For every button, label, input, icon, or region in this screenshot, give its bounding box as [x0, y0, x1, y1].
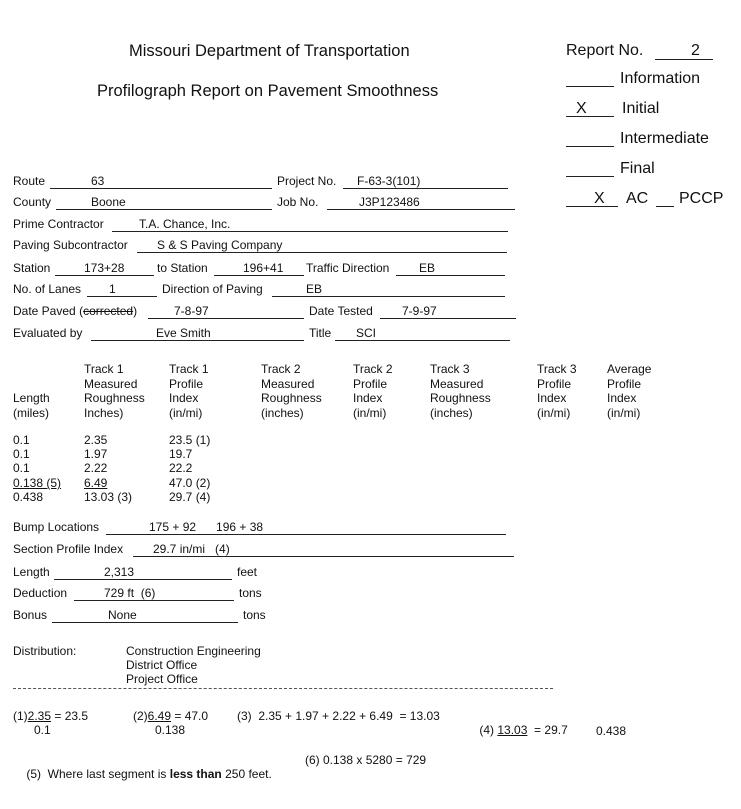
- col-header-track3-roughness: Track 3 Measured Roughness (inches): [430, 362, 491, 420]
- cell-roughness: 1.97: [84, 447, 108, 461]
- route-value: 63: [91, 174, 105, 188]
- evaluated-by-label: Evaluated by: [13, 326, 83, 340]
- date-paved-label-text: Date Paved: [13, 304, 76, 318]
- cell-length: 0.1: [13, 447, 30, 461]
- cell-index: 19.7: [169, 447, 193, 461]
- lanes-label: No. of Lanes: [13, 282, 82, 296]
- note-2-denominator: 0.138: [155, 723, 186, 737]
- ac-label: AC: [626, 190, 649, 207]
- traffic-direction-label: Traffic Direction: [306, 261, 390, 275]
- bonus-value: None: [108, 608, 137, 622]
- cell-roughness: 6.49: [84, 476, 108, 490]
- intermediate-label: Intermediate: [620, 130, 709, 147]
- to-station-value: 196+41: [243, 261, 284, 275]
- col-header-length: Length (miles): [13, 391, 50, 420]
- date-paved-value: 7-8-97: [174, 304, 209, 318]
- note-4: (4) 13.03 = 29.7: [479, 723, 568, 737]
- col-header-track1-index: Track 1 Profile Index (in/mi): [169, 362, 209, 420]
- note-5: (5) Where last segment is less than 250 feet.: [26, 767, 272, 781]
- section-profile-index-value: 29.7 in/mi (4): [153, 542, 230, 556]
- cell-roughness: 13.03 (3): [84, 490, 133, 504]
- cell-index: 47.0 (2): [169, 476, 211, 490]
- project-no-label: Project No.: [277, 174, 337, 188]
- note-3: (3) 2.35 + 1.97 + 2.22 + 6.49 = 13.03: [237, 709, 440, 723]
- cell-length: 0.1: [13, 433, 30, 447]
- department-name: Missouri Department of Transportation: [129, 42, 410, 60]
- route-label: Route: [13, 174, 46, 188]
- bump-locations-value: 175 + 92 196 + 38: [149, 520, 264, 534]
- col-header-track1-roughness: Track 1 Measured Roughness Inches): [84, 362, 145, 420]
- to-station-label: to Station: [157, 261, 208, 275]
- length-value: 2,313: [104, 565, 135, 579]
- col-header-track3-index: Track 3 Profile Index (in/mi): [537, 362, 577, 420]
- cell-length: 0.138 (5): [13, 476, 62, 490]
- cell-index: 23.5 (1): [169, 433, 211, 447]
- traffic-direction-value: EB: [419, 261, 436, 275]
- information-label: Information: [620, 70, 701, 87]
- prime-contractor-label: Prime Contractor: [13, 217, 104, 231]
- col-header-average-index: Average Profile Index (in/mi): [607, 362, 652, 420]
- cell-length: 0.1: [13, 461, 30, 475]
- distribution-item: Project Office: [126, 672, 198, 686]
- pccp-label: PCCP: [679, 190, 724, 207]
- date-tested-value: 7-9-97: [402, 304, 437, 318]
- deduction-label: Deduction: [13, 586, 68, 600]
- cell-index: 29.7 (4): [169, 490, 211, 504]
- cell-roughness: 2.35: [84, 433, 108, 447]
- paving-direction-label: Direction of Paving: [162, 282, 263, 296]
- note-6: (6) 0.138 x 5280 = 729: [305, 753, 427, 767]
- title-label: Title: [309, 326, 332, 340]
- cell-roughness: 2.22: [84, 461, 108, 475]
- note-2: (2)6.49 = 47.0: [133, 709, 209, 723]
- lanes-value: 1: [109, 282, 116, 296]
- distribution-item: Construction Engineering: [126, 644, 261, 658]
- distribution-label: Distribution:: [13, 644, 77, 658]
- date-paved-struck-text: (corrected): [79, 304, 138, 318]
- initial-label: Initial: [622, 100, 660, 117]
- bonus-unit: tons: [243, 608, 266, 622]
- length-unit: feet: [237, 565, 258, 579]
- station-value: 173+28: [84, 261, 125, 275]
- initial-checkmark: X: [576, 100, 587, 117]
- evaluated-by-value: Eve Smith: [156, 326, 211, 340]
- report-title: Profilograph Report on Pavement Smoothness: [97, 82, 439, 100]
- note-1: (1)2.35 = 23.5: [13, 709, 89, 723]
- cell-length: 0.438: [13, 490, 44, 504]
- col-header-track2-roughness: Track 2 Measured Roughness (inches): [261, 362, 322, 420]
- note-1-denominator: 0.1: [34, 723, 51, 737]
- divider-line: [13, 688, 553, 689]
- report-no-label: Report No.: [566, 42, 644, 59]
- job-no-label: Job No.: [277, 195, 319, 209]
- bump-locations-label: Bump Locations: [13, 520, 100, 534]
- job-no-value: J3P123486: [359, 195, 420, 209]
- county-value: Boone: [91, 195, 126, 209]
- date-paved-label: [13, 304, 137, 318]
- final-label: Final: [620, 160, 655, 177]
- title-value: SCI: [356, 326, 377, 340]
- paving-direction-value: EB: [306, 282, 323, 296]
- project-no-value: F-63-3(101): [357, 174, 421, 188]
- paving-subcontractor-value: S & S Paving Company: [157, 238, 283, 252]
- report-no-value: 2: [691, 42, 700, 59]
- paving-subcontractor-label: Paving Subcontractor: [13, 238, 128, 252]
- prime-contractor-value: T.A. Chance, Inc.: [139, 217, 231, 231]
- cell-index: 22.2: [169, 461, 193, 475]
- station-label: Station: [13, 261, 51, 275]
- ac-checkmark: X: [594, 190, 605, 207]
- deduction-value: 729 ft (6): [104, 586, 156, 600]
- section-profile-index-label: Section Profile Index: [13, 542, 124, 556]
- deduction-unit: tons: [239, 586, 262, 600]
- distribution-item: District Office: [126, 658, 198, 672]
- length-label: Length: [13, 565, 50, 579]
- col-header-track2-index: Track 2 Profile Index (in/mi): [353, 362, 393, 420]
- county-label: County: [13, 195, 52, 209]
- bonus-label: Bonus: [13, 608, 48, 622]
- note-4-denominator: 0.438: [596, 724, 627, 738]
- date-tested-label: Date Tested: [309, 304, 373, 318]
